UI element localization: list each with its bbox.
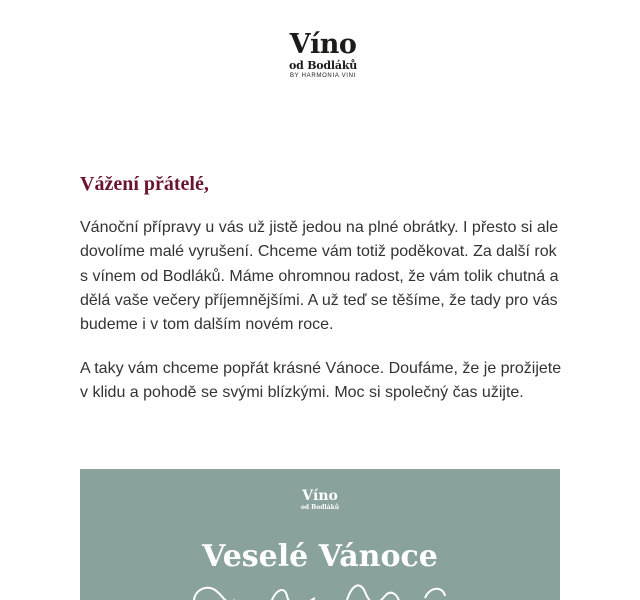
- logo-byline: BY HARMONIA VINI: [289, 73, 357, 79]
- banner-heading: Veselé Vánoce: [202, 539, 438, 574]
- script-lettering-decoration: [175, 578, 475, 600]
- banner-logo-subtitle: od Bodláků: [300, 504, 340, 511]
- banner-logo-title: Víno: [302, 488, 338, 504]
- christmas-banner-image[interactable]: [80, 469, 560, 600]
- brand-logo[interactable]: [283, 30, 363, 90]
- logo-subtitle: od Bodláků: [288, 59, 358, 72]
- letter-paragraph-2: A taky vám chceme popřát krásné Vánoce. Doufáme, že je prožijete v klidu a pohodě se svými blízkými. Moc si společný čas užijte.: [80, 360, 562, 402]
- logo-title: Víno: [289, 29, 357, 60]
- banner-logo: [80, 489, 560, 511]
- greeting-heading: Vážení přátelé,: [80, 173, 209, 195]
- letter-paragraph-1: Vánoční přípravy u vás už jistě jedou na plné obrátky. I přesto si ale dovolíme malé vyrušení. Chceme vám totiž poděkovat. Za další rok s vínem od Bodláků. Máme ohromnou radost, že vám tolik chutná a dělá vaše večery příjemnějšími. A už teď se těšíme, že tady pro vás budeme i v tom dalším novém roce.: [80, 219, 559, 334]
